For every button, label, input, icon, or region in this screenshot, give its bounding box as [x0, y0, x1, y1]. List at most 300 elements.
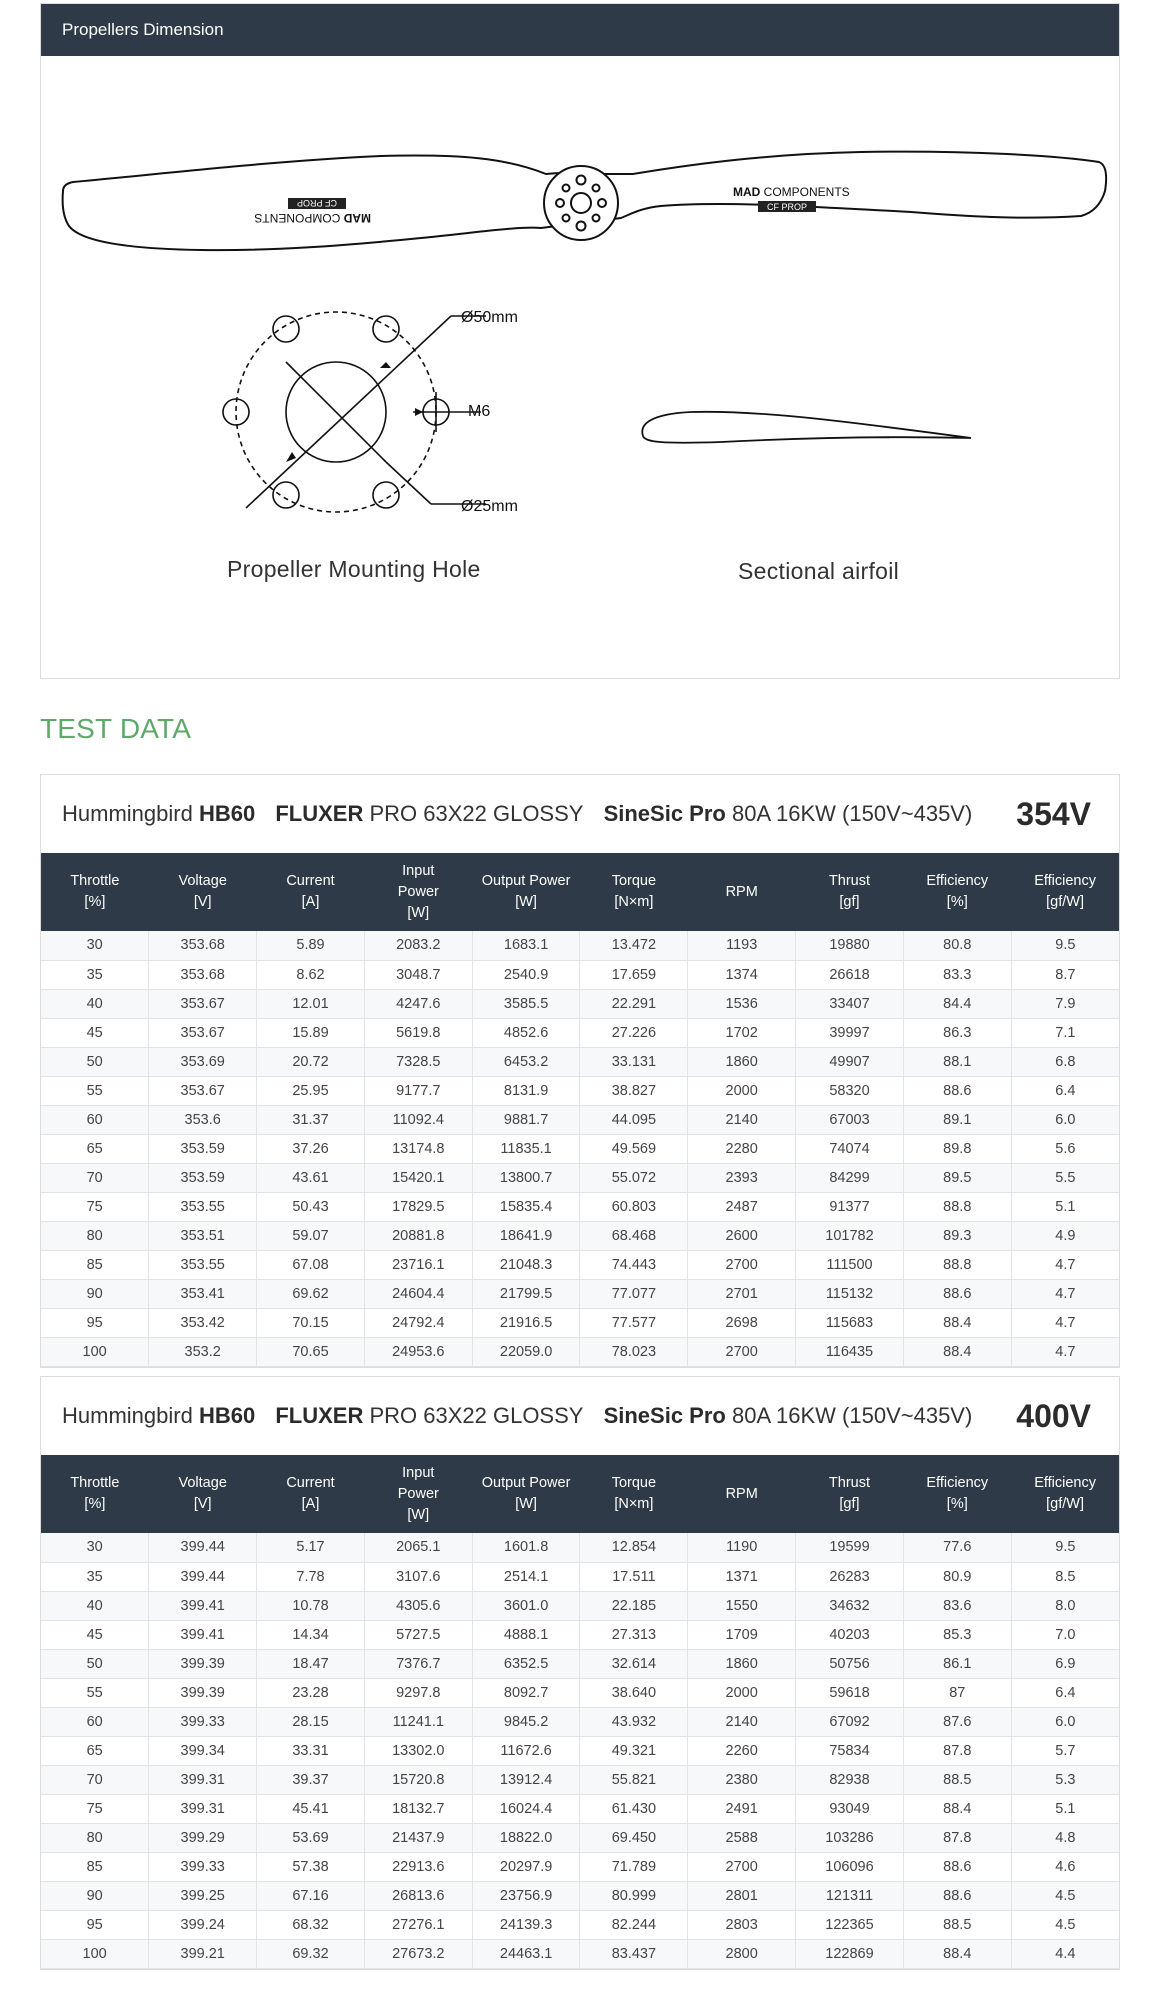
column-header-text: [gf/W] — [1046, 894, 1085, 910]
table-cell: 27.313 — [580, 1620, 688, 1649]
table-cell: 115683 — [796, 1308, 904, 1337]
table-row — [41, 1649, 1119, 1678]
table-cell: 57.38 — [257, 1852, 365, 1881]
table-cell: 77.577 — [580, 1308, 688, 1337]
table-header-row — [41, 853, 1119, 931]
table-cell: 13800.7 — [472, 1163, 580, 1192]
airfoil-shape — [642, 412, 971, 443]
column-header-text: [%] — [84, 894, 106, 910]
test-data-card-400v — [40, 1376, 1120, 1970]
table-cell: 399.34 — [149, 1736, 257, 1765]
table-cell: 10.78 — [257, 1591, 365, 1620]
table-row — [41, 1939, 1119, 1968]
table-cell: 9881.7 — [472, 1105, 580, 1134]
table-cell: 23.28 — [257, 1678, 365, 1707]
panel-title: Propellers Dimension — [41, 4, 1119, 56]
table-cell: 71.789 — [580, 1852, 688, 1881]
table-cell: 90 — [41, 1881, 149, 1910]
table-cell: 88.8 — [903, 1250, 1011, 1279]
column-header-text: Throttle — [70, 1475, 120, 1491]
table-cell: 8092.7 — [472, 1678, 580, 1707]
table-cell: 6.9 — [1011, 1649, 1119, 1678]
table-cell: 353.41 — [149, 1279, 257, 1308]
column-header — [1011, 853, 1119, 931]
column-header-text: Torque — [611, 873, 657, 889]
table-row — [41, 1707, 1119, 1736]
table-cell: 399.33 — [149, 1852, 257, 1881]
table-cell: 67.16 — [257, 1881, 365, 1910]
table-row — [41, 1562, 1119, 1591]
table-cell: 4.7 — [1011, 1279, 1119, 1308]
table-cell: 27276.1 — [364, 1910, 472, 1939]
table-cell: 43.932 — [580, 1707, 688, 1736]
table-cell: 77.6 — [903, 1533, 1011, 1562]
column-header — [1011, 1455, 1119, 1533]
table-cell: 70 — [41, 1765, 149, 1794]
table-cell: 353.42 — [149, 1308, 257, 1337]
table-cell: 2393 — [688, 1163, 796, 1192]
table-cell: 88.5 — [903, 1910, 1011, 1939]
table-cell: 38.640 — [580, 1678, 688, 1707]
table-cell: 115132 — [796, 1279, 904, 1308]
table-cell: 69.450 — [580, 1823, 688, 1852]
table-cell: 23756.9 — [472, 1881, 580, 1910]
test-data-table — [41, 1455, 1119, 1969]
table-cell: 91377 — [796, 1192, 904, 1221]
table-row — [41, 1533, 1119, 1562]
table-cell: 82.244 — [580, 1910, 688, 1939]
table-cell: 22913.6 — [364, 1852, 472, 1881]
table-cell: 80 — [41, 1221, 149, 1250]
table-cell: 53.69 — [257, 1823, 365, 1852]
table-cell: 12.854 — [580, 1533, 688, 1562]
table-cell: 2701 — [688, 1279, 796, 1308]
column-header — [796, 1455, 904, 1533]
table-row — [41, 1881, 1119, 1910]
table-cell: 89.1 — [903, 1105, 1011, 1134]
table-cell: 5.1 — [1011, 1794, 1119, 1823]
table-cell: 88.1 — [903, 1047, 1011, 1076]
propeller-hub — [544, 166, 618, 240]
table-cell: 74074 — [796, 1134, 904, 1163]
table-cell: 2487 — [688, 1192, 796, 1221]
table-cell: 3585.5 — [472, 989, 580, 1018]
table-cell: 353.69 — [149, 1047, 257, 1076]
table-cell: 8131.9 — [472, 1076, 580, 1105]
table-cell: 88.6 — [903, 1852, 1011, 1881]
table-cell: 399.41 — [149, 1620, 257, 1649]
table-cell: 2698 — [688, 1308, 796, 1337]
table-cell: 2800 — [688, 1939, 796, 1968]
table-cell: 87.8 — [903, 1736, 1011, 1765]
column-header-text: Power — [397, 1485, 439, 1502]
table-cell: 353.68 — [149, 960, 257, 989]
column-header — [472, 853, 580, 931]
table-cell: 1601.8 — [472, 1533, 580, 1562]
table-cell: 74.443 — [580, 1250, 688, 1279]
table-cell: 16024.4 — [472, 1794, 580, 1823]
svg-text:CF PROP: CF PROP — [766, 202, 808, 212]
table-cell: 5727.5 — [364, 1620, 472, 1649]
table-cell: 5.89 — [257, 931, 365, 960]
table-cell: 26813.6 — [364, 1881, 472, 1910]
table-cell: 399.31 — [149, 1794, 257, 1823]
column-header-text: [N×m] — [614, 1496, 654, 1512]
table-cell: 55 — [41, 1076, 149, 1105]
table-cell: 37.26 — [257, 1134, 365, 1163]
table-cell: 6453.2 — [472, 1047, 580, 1076]
table-cell: 2000 — [688, 1678, 796, 1707]
table-cell: 122869 — [796, 1939, 904, 1968]
table-cell: 353.59 — [149, 1163, 257, 1192]
table-cell: 1371 — [688, 1562, 796, 1591]
test-data-table — [41, 853, 1119, 1367]
column-header — [364, 1455, 472, 1533]
table-cell: 4.5 — [1011, 1881, 1119, 1910]
table-cell: 2140 — [688, 1707, 796, 1736]
table-cell: 2260 — [688, 1736, 796, 1765]
card-specs — [62, 1377, 986, 1455]
table-cell: 67003 — [796, 1105, 904, 1134]
table-cell: 59.07 — [257, 1221, 365, 1250]
table-cell: 75834 — [796, 1736, 904, 1765]
table-cell: 5.7 — [1011, 1736, 1119, 1765]
table-cell: 70 — [41, 1163, 149, 1192]
table-cell: 399.44 — [149, 1562, 257, 1591]
table-cell: 3048.7 — [364, 960, 472, 989]
table-row — [41, 1192, 1119, 1221]
table-cell: 3107.6 — [364, 1562, 472, 1591]
table-cell: 13302.0 — [364, 1736, 472, 1765]
table-cell: 25.95 — [257, 1076, 365, 1105]
table-cell: 89.8 — [903, 1134, 1011, 1163]
table-cell: 6.0 — [1011, 1707, 1119, 1736]
table-cell: 103286 — [796, 1823, 904, 1852]
table-cell: 75 — [41, 1192, 149, 1221]
table-cell: 15420.1 — [364, 1163, 472, 1192]
diameter-50-label: Ø50mm — [461, 309, 518, 326]
table-cell: 83.437 — [580, 1939, 688, 1968]
table-cell: 4852.6 — [472, 1018, 580, 1047]
table-row — [41, 1279, 1119, 1308]
table-cell: 106096 — [796, 1852, 904, 1881]
voltage-label: 400V — [1016, 1398, 1091, 1434]
table-cell: 45 — [41, 1620, 149, 1649]
table-cell: 34632 — [796, 1591, 904, 1620]
m6-label: M6 — [468, 403, 491, 420]
dimension-drawing-area — [41, 56, 1119, 678]
voltage-label: 354V — [1016, 796, 1091, 832]
table-cell: 15835.4 — [472, 1192, 580, 1221]
table-cell: 75 — [41, 1794, 149, 1823]
table-cell: 2083.2 — [364, 931, 472, 960]
table-cell: 60 — [41, 1707, 149, 1736]
table-cell: 6.8 — [1011, 1047, 1119, 1076]
table-cell: 22.291 — [580, 989, 688, 1018]
table-cell: 40 — [41, 989, 149, 1018]
table-cell: 31.37 — [257, 1105, 365, 1134]
table-cell: 90 — [41, 1279, 149, 1308]
table-cell: 88.4 — [903, 1794, 1011, 1823]
table-cell: 68.32 — [257, 1910, 365, 1939]
table-cell: 121311 — [796, 1881, 904, 1910]
column-header-text: [A] — [301, 894, 320, 910]
table-row — [41, 1620, 1119, 1649]
table-cell: 100 — [41, 1939, 149, 1968]
table-cell: 353.67 — [149, 1076, 257, 1105]
table-cell: 87 — [903, 1678, 1011, 1707]
table-cell: 78.023 — [580, 1337, 688, 1366]
table-cell: 2803 — [688, 1910, 796, 1939]
table-cell: 89.3 — [903, 1221, 1011, 1250]
table-cell: 1860 — [688, 1047, 796, 1076]
table-cell: 2514.1 — [472, 1562, 580, 1591]
table-cell: 88.4 — [903, 1337, 1011, 1366]
column-header-text: [%] — [946, 894, 968, 910]
table-cell: 353.55 — [149, 1192, 257, 1221]
table-cell: 18.47 — [257, 1649, 365, 1678]
column-header-text: Current — [286, 873, 335, 889]
table-cell: 18132.7 — [364, 1794, 472, 1823]
table-cell: 89.5 — [903, 1163, 1011, 1192]
table-cell: 40203 — [796, 1620, 904, 1649]
table-cell: 68.468 — [580, 1221, 688, 1250]
column-header — [257, 853, 365, 931]
table-cell: 1550 — [688, 1591, 796, 1620]
table-cell: 32.614 — [580, 1649, 688, 1678]
table-cell: 5.6 — [1011, 1134, 1119, 1163]
table-cell: 60.803 — [580, 1192, 688, 1221]
table-cell: 33.31 — [257, 1736, 365, 1765]
table-cell: 88.6 — [903, 1279, 1011, 1308]
table-row — [41, 1765, 1119, 1794]
column-header — [364, 853, 472, 931]
table-cell: 58320 — [796, 1076, 904, 1105]
table-cell: 17.511 — [580, 1562, 688, 1591]
table-cell: 6352.5 — [472, 1649, 580, 1678]
table-cell: 33.131 — [580, 1047, 688, 1076]
table-cell: 4.8 — [1011, 1823, 1119, 1852]
mounting-hole-diagram — [223, 312, 486, 512]
column-header-text: [W] — [515, 894, 537, 910]
column-header-text: Throttle — [70, 873, 120, 889]
table-cell: 69.32 — [257, 1939, 365, 1968]
motor-spec: Hummingbird HB60 — [62, 801, 256, 826]
table-cell: 2380 — [688, 1765, 796, 1794]
table-cell: 399.29 — [149, 1823, 257, 1852]
table-header-row — [41, 1455, 1119, 1533]
table-cell: 65 — [41, 1736, 149, 1765]
table-cell: 87.8 — [903, 1823, 1011, 1852]
table-cell: 85.3 — [903, 1620, 1011, 1649]
table-cell: 11092.4 — [364, 1105, 472, 1134]
column-header-text: Thrust — [828, 873, 871, 889]
motor-spec: Hummingbird HB60 — [62, 1403, 256, 1428]
table-cell: 86.3 — [903, 1018, 1011, 1047]
column-header-text: [%] — [84, 1496, 106, 1512]
table-cell: 30 — [41, 931, 149, 960]
table-cell: 24139.3 — [472, 1910, 580, 1939]
table-cell: 87.6 — [903, 1707, 1011, 1736]
table-row — [41, 960, 1119, 989]
table-cell: 399.33 — [149, 1707, 257, 1736]
table-cell: 6.0 — [1011, 1105, 1119, 1134]
table-cell: 28.15 — [257, 1707, 365, 1736]
table-cell: 24792.4 — [364, 1308, 472, 1337]
table-cell: 88.4 — [903, 1939, 1011, 1968]
table-cell: 24953.6 — [364, 1337, 472, 1366]
table-cell: 22.185 — [580, 1591, 688, 1620]
table-cell: 5.17 — [257, 1533, 365, 1562]
table-cell: 65 — [41, 1134, 149, 1163]
table-row — [41, 1736, 1119, 1765]
table-cell: 38.827 — [580, 1076, 688, 1105]
table-cell: 353.6 — [149, 1105, 257, 1134]
column-header — [41, 1455, 149, 1533]
table-cell: 4305.6 — [364, 1591, 472, 1620]
table-cell: 1536 — [688, 989, 796, 1018]
table-row — [41, 1910, 1119, 1939]
table-cell: 4.7 — [1011, 1337, 1119, 1366]
table-cell: 2700 — [688, 1250, 796, 1279]
column-header-text: [gf/W] — [1046, 1496, 1085, 1512]
column-header-text: Torque — [611, 1475, 657, 1491]
table-cell: 49.569 — [580, 1134, 688, 1163]
table-cell: 353.51 — [149, 1221, 257, 1250]
table-cell: 24463.1 — [472, 1939, 580, 1968]
propellers-dimension-panel — [40, 3, 1120, 679]
prop-spec: FLUXER PRO 63X22 GLOSSY — [275, 801, 584, 826]
table-cell: 20881.8 — [364, 1221, 472, 1250]
table-cell: 11672.6 — [472, 1736, 580, 1765]
column-header — [149, 853, 257, 931]
table-cell: 69.62 — [257, 1279, 365, 1308]
column-header-text: [W] — [407, 904, 430, 921]
table-cell: 5.3 — [1011, 1765, 1119, 1794]
table-cell: 55 — [41, 1678, 149, 1707]
table-cell: 4.9 — [1011, 1221, 1119, 1250]
table-cell: 43.61 — [257, 1163, 365, 1192]
table-cell: 20297.9 — [472, 1852, 580, 1881]
column-header-text: Output Power — [481, 873, 571, 889]
table-cell: 17829.5 — [364, 1192, 472, 1221]
table-row — [41, 1047, 1119, 1076]
table-cell: 1860 — [688, 1649, 796, 1678]
column-header-text: [N×m] — [614, 894, 654, 910]
table-cell: 353.2 — [149, 1337, 257, 1366]
column-header — [580, 1455, 688, 1533]
column-header-text: [V] — [193, 894, 212, 910]
table-cell: 95 — [41, 1910, 149, 1939]
column-header-text: Output Power — [481, 1475, 571, 1491]
table-cell: 9297.8 — [364, 1678, 472, 1707]
table-cell: 44.095 — [580, 1105, 688, 1134]
table-cell: 7.9 — [1011, 989, 1119, 1018]
column-header — [580, 853, 688, 931]
table-row — [41, 989, 1119, 1018]
table-cell: 8.0 — [1011, 1591, 1119, 1620]
table-cell: 7.1 — [1011, 1018, 1119, 1047]
table-cell: 9845.2 — [472, 1707, 580, 1736]
table-row — [41, 931, 1119, 960]
table-cell: 80.999 — [580, 1881, 688, 1910]
table-cell: 55.821 — [580, 1765, 688, 1794]
column-header — [41, 853, 149, 931]
table-cell: 8.7 — [1011, 960, 1119, 989]
table-cell: 399.21 — [149, 1939, 257, 1968]
table-cell: 14.34 — [257, 1620, 365, 1649]
table-cell: 67092 — [796, 1707, 904, 1736]
svg-text:MAD COMPONENTS: MAD COMPONENTS — [733, 185, 850, 199]
table-cell: 17.659 — [580, 960, 688, 989]
table-row — [41, 1308, 1119, 1337]
table-cell: 84299 — [796, 1163, 904, 1192]
table-cell: 5619.8 — [364, 1018, 472, 1047]
column-header-text: Input — [402, 1464, 435, 1481]
column-header-text: RPM — [725, 1485, 758, 1502]
table-cell: 23716.1 — [364, 1250, 472, 1279]
column-header-text: Efficiency — [1034, 1475, 1096, 1491]
table-cell: 20.72 — [257, 1047, 365, 1076]
table-cell: 19599 — [796, 1533, 904, 1562]
column-header-text: Efficiency — [926, 873, 989, 889]
column-header — [796, 853, 904, 931]
table-cell: 86.1 — [903, 1649, 1011, 1678]
table-cell: 1702 — [688, 1018, 796, 1047]
table-cell: 24604.4 — [364, 1279, 472, 1308]
table-cell: 33407 — [796, 989, 904, 1018]
table-row — [41, 1105, 1119, 1134]
propeller-drawing — [41, 56, 1121, 678]
table-body — [41, 931, 1119, 1366]
table-cell: 353.67 — [149, 989, 257, 1018]
table-cell: 85 — [41, 1852, 149, 1881]
table-cell: 80.9 — [903, 1562, 1011, 1591]
column-header-text: Voltage — [178, 873, 227, 889]
table-cell: 399.39 — [149, 1678, 257, 1707]
table-cell: 5.1 — [1011, 1192, 1119, 1221]
table-cell: 9.5 — [1011, 1533, 1119, 1562]
blade-logo-left — [254, 198, 371, 225]
table-cell: 399.31 — [149, 1765, 257, 1794]
table-row — [41, 1852, 1119, 1881]
table-cell: 4247.6 — [364, 989, 472, 1018]
table-cell: 1683.1 — [472, 931, 580, 960]
table-cell: 13912.4 — [472, 1765, 580, 1794]
table-cell: 27673.2 — [364, 1939, 472, 1968]
table-cell: 15720.8 — [364, 1765, 472, 1794]
table-cell: 15.89 — [257, 1018, 365, 1047]
table-cell: 50 — [41, 1649, 149, 1678]
column-header-text: Efficiency — [926, 1475, 989, 1491]
table-cell: 1709 — [688, 1620, 796, 1649]
table-cell: 88.8 — [903, 1192, 1011, 1221]
table-cell: 399.44 — [149, 1533, 257, 1562]
table-cell: 95 — [41, 1308, 149, 1337]
table-cell: 2600 — [688, 1221, 796, 1250]
table-cell: 50 — [41, 1047, 149, 1076]
table-cell: 67.08 — [257, 1250, 365, 1279]
table-cell: 1190 — [688, 1533, 796, 1562]
table-cell: 2491 — [688, 1794, 796, 1823]
table-cell: 18641.9 — [472, 1221, 580, 1250]
table-cell: 84.4 — [903, 989, 1011, 1018]
table-cell: 26618 — [796, 960, 904, 989]
table-cell: 1193 — [688, 931, 796, 960]
diameter-25-label: Ø25mm — [461, 498, 518, 515]
table-cell: 7376.7 — [364, 1649, 472, 1678]
table-cell: 40 — [41, 1591, 149, 1620]
